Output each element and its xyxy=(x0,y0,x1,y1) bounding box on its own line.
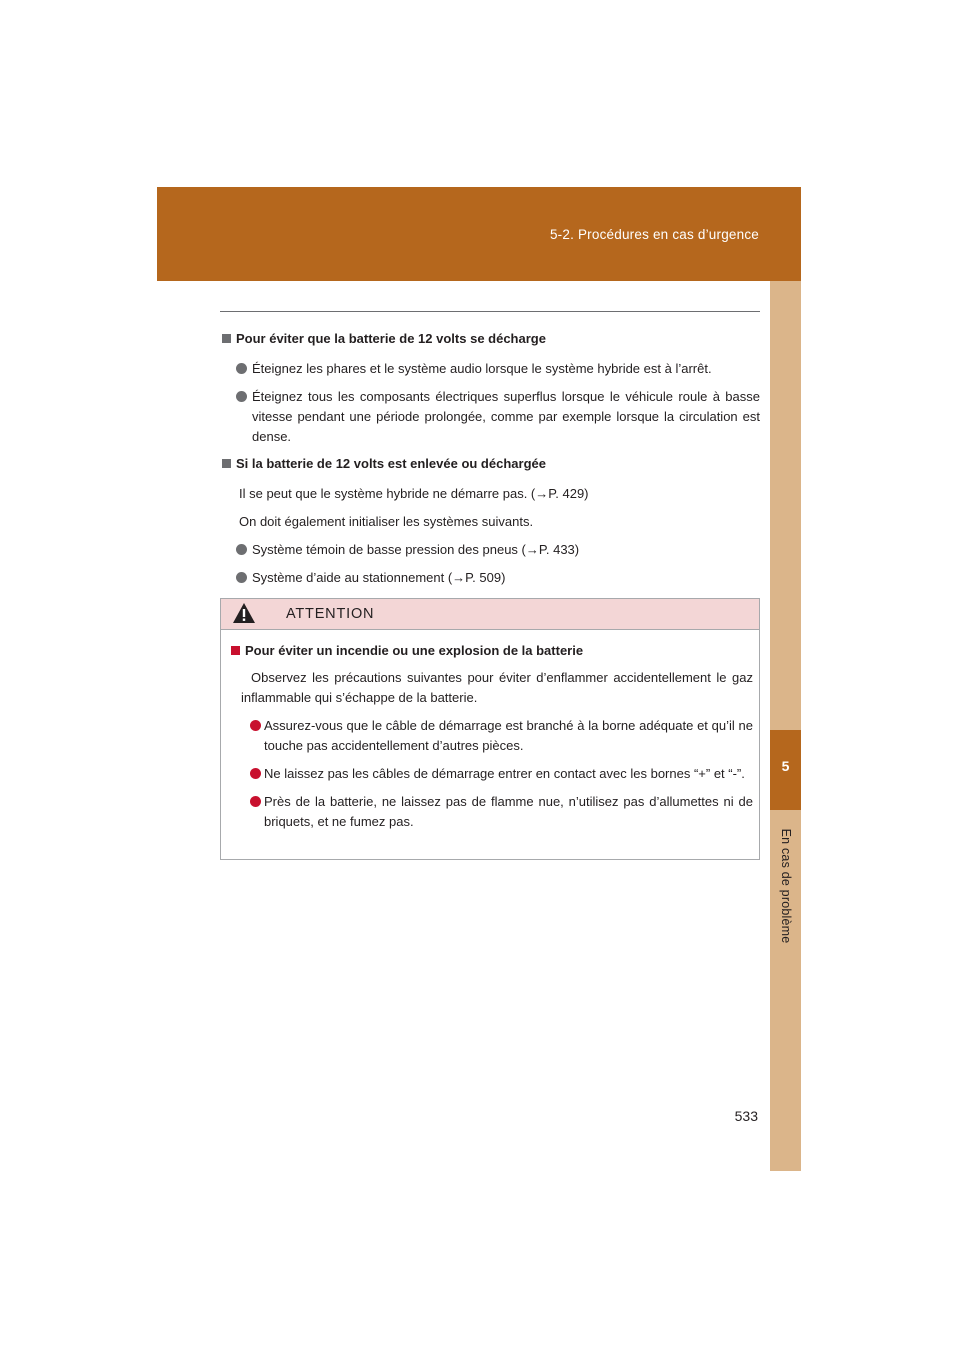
warning-title: ATTENTION xyxy=(286,606,375,622)
list-item: Éteignez tous les composants électriques superflus lorsque le véhicule roule à basse vitesse pendant une période prolongée, comme par exemple lorsque la circulation est dense. xyxy=(222,387,760,447)
list-item: Système d’aide au stationnement (→P. 509) xyxy=(222,568,760,588)
main-content xyxy=(222,330,760,596)
side-strip xyxy=(770,281,801,1171)
warning-header xyxy=(221,599,759,630)
square-bullet-icon xyxy=(231,646,240,655)
paragraph: Il se peut que le système hybride ne démarre pas. (→P. 429) xyxy=(239,486,589,501)
section-title: 5-2. Procédures en cas d’urgence xyxy=(549,227,759,242)
chapter-label-text: En cas de problème xyxy=(778,828,793,944)
bullet-dot-icon xyxy=(236,391,247,402)
paragraph: On doit également initialiser les systèmes suivants. xyxy=(239,514,534,529)
square-bullet-icon xyxy=(222,459,231,468)
list-item: Système témoin de basse pression des pneus (→P. 433) xyxy=(222,540,760,560)
section-heading: Pour éviter que la batterie de 12 volts se décharge xyxy=(222,330,760,347)
divider xyxy=(220,311,760,312)
list-item: Assurez-vous que le câble de démarrage est branché à la borne adéquate et qu’il ne touche pas accidentellement d’autres pièces. xyxy=(231,716,753,756)
bullet-dot-icon xyxy=(250,768,261,779)
chapter-label xyxy=(770,816,801,956)
chapter-number: 5 xyxy=(781,758,790,774)
warning-intro: Observez les précautions suivantes pour éviter d’enflammer accidentellement le gaz inflammable qui s’échappe de la batterie. xyxy=(241,670,753,705)
warning-heading: Pour éviter un incendie ou une explosion de la batterie xyxy=(231,642,753,659)
square-bullet-icon xyxy=(222,334,231,343)
bullet-dot-icon xyxy=(250,796,261,807)
page-number: 533 xyxy=(734,1108,758,1124)
warning-icon xyxy=(232,602,256,624)
section-heading: Si la batterie de 12 volts est enlevée ou déchargée xyxy=(222,455,760,472)
bullet-dot-icon xyxy=(236,572,247,583)
warning-body xyxy=(221,630,759,832)
section-header xyxy=(157,187,801,281)
chapter-tab[interactable] xyxy=(770,730,801,810)
list-item: Ne laissez pas les câbles de démarrage entrer en contact avec les bornes “+” et “-”. xyxy=(231,764,753,784)
bullet-dot-icon xyxy=(250,720,261,731)
bullet-dot-icon xyxy=(236,544,247,555)
list-item: Près de la batterie, ne laissez pas de flamme nue, n’utilisez pas d’allumettes ni de briquets, et ne fumez pas. xyxy=(231,792,753,832)
bullet-dot-icon xyxy=(236,363,247,374)
list-item: Éteignez les phares et le système audio lorsque le système hybride est à l’arrêt. xyxy=(222,359,760,379)
warning-box xyxy=(220,598,760,860)
